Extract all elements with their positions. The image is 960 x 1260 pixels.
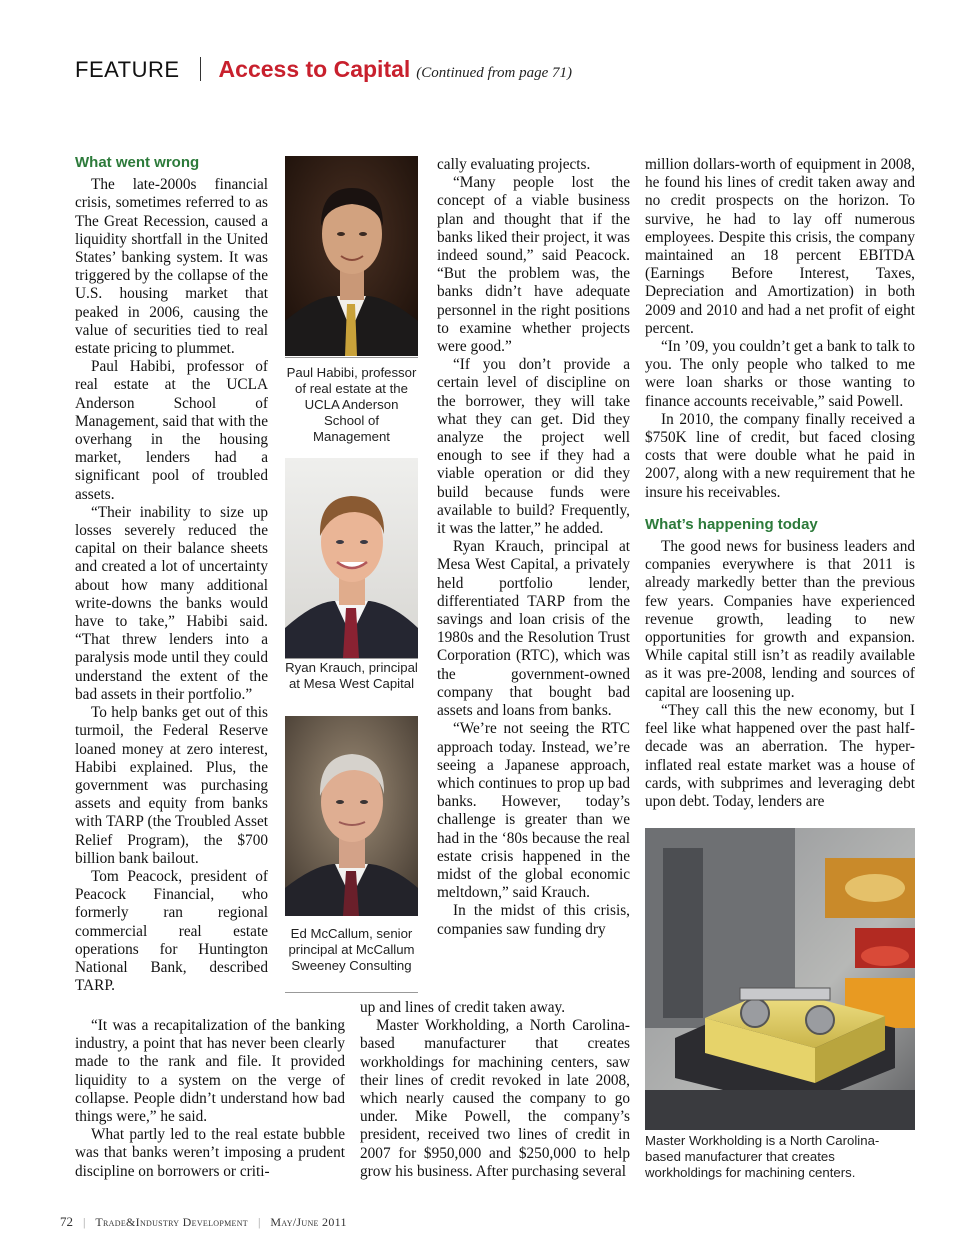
section-label: FEATURE — [75, 57, 180, 82]
column-2-wide — [360, 999, 630, 1181]
photo-ed-mccallum — [285, 716, 418, 916]
paragraph: Paul Habibi, professor of real estate at the UCLA Anderson School of Management, said that with the overhang in the housing market, lenders had a significant pool of troubled assets. — [75, 358, 268, 503]
paragraph: In the midst of this crisis, companies saw funding dry — [437, 902, 630, 938]
paragraph: In 2010, the company finally received a $750K line of credit, but faced closing costs that were double what he paid in 2007, along with a new requirement that he insure his receivables. — [645, 410, 915, 501]
paragraph: What partly led to the real estate bubble was that banks weren’t imposing a prudent discipline on borrowers or criti- — [75, 1126, 345, 1180]
photo-caption: Paul Habibi, professor of real estate at the UCLA Anderson School of Management — [286, 365, 417, 444]
paragraph: “In ’09, you couldn’t get a bank to talk to you. The only people who talked to me were loan sharks or those wanting to finance accounts receivable,” said Powell. — [645, 338, 915, 410]
caption-rule — [285, 357, 418, 358]
magazine-name: Trade&Industry Development — [95, 1215, 248, 1229]
continued-note: (Continued from page 71) — [416, 65, 572, 81]
page-footer — [60, 1214, 347, 1230]
photo-caption: Ed McCallum, senior principal at McCallum Sweeney Consulting — [288, 926, 415, 973]
column-1 — [75, 154, 268, 995]
paragraph: Master Workholding, a North Carolina-based manufacturer that creates workholdings for machining centers, saw their lines of credit revoked in late 2008, which nearly caused the company to go under. Mike Powell, the company’s president, received two lines of credit in 2007 for $950,000 and $250,000 to help grow his business. After purchasing several — [360, 1017, 630, 1180]
page-number: 72 — [60, 1214, 73, 1229]
paragraph: Tom Peacock, president of Peacock Financial, who formerly ran regional commercial real estate operations for Huntington National Bank, described TARP. — [75, 867, 268, 995]
column-3 — [645, 156, 915, 811]
column-1-wide — [75, 1017, 345, 1181]
paragraph: The good news for business leaders and companies everywhere is that 2011 is already markedly better than the previous few years. Companies have experienced revenue growth, leading to new opportunities for growth and expansion. While capital still isn’t as readily available as it was pre-2008, lending and sources of capital are loosening up. — [645, 538, 915, 701]
paragraph: “Their inability to size up losses severely reduced the capital on their balance sheets and created a lot of uncertainty about how many additional write-downs the banks would have to take,” Habibi said. “That threw lenders into a paralysis mode until they could understand the extent of the bad assets in their portfolio.” — [75, 503, 268, 703]
photo-caption: Ryan Krauch, principal at Mesa West Capital — [285, 660, 418, 691]
photo-ryan-krauch — [285, 458, 418, 658]
issue-date: May/June 2011 — [270, 1215, 347, 1229]
column-2 — [437, 156, 630, 939]
caption-rule — [285, 992, 418, 993]
photo-workholding-machine — [645, 828, 915, 1130]
paragraph: “Many people lost the concept of a viable business plan and thought that if the banks liked their project, it was indeed sound,” said Peacock. “But the problem was, the banks didn’t have adequate personnel in the right positions to examine whether projects were good.” — [437, 174, 630, 356]
header-divider — [200, 57, 201, 81]
paragraph: “If you don’t provide a certain level of discipline on the borrower, they will take what they can get. Did they analyze the project well enough to see if they had a viable operation or did they build because funds were available to build? Frequently, it was the latter,” he added. — [437, 356, 630, 538]
subheading-what-went-wrong: What went wrong — [75, 154, 200, 171]
caption-rule — [285, 658, 418, 659]
footer-divider: | — [83, 1215, 86, 1229]
page-header — [75, 56, 572, 88]
paragraph: million dollars-worth of equipment in 2008, he found his lines of credit taken away and no credit prospects on the horizon. To survive, he had to lay off numerous employees. Despite this crisis, the company maintained an 18 percent EBITDA (Earnings Before Interest, Taxes, Depreciation and Amortization) in both 2009 and 2010 and had a net profit of eight percent. — [645, 156, 915, 337]
paragraph: “They call this the new economy, but I feel like what happened over the past half-decade was an aberration. The hyper-inflated real estate market was a house of cards, with subprimes and leveraging debt upon debt. Today, lenders are — [645, 701, 915, 810]
paragraph: Ryan Krauch, principal at Mesa West Capital, a privately held portfolio lender, differentiated TARP from the savings and loan crisis of the 1980s and the Resolution Trust Corporation (RTC), which was the government-owned company that bought bad assets and loans from banks. — [437, 538, 630, 720]
paragraph: cally evaluating projects. — [437, 156, 591, 173]
paragraph: To help banks get out of this turmoil, the Federal Reserve loaned money at zero interest, Habibi explained. Plus, the government was purchasing assets and equity from banks with TARP (the Troubled Asset Relief Program), the $700 billion bank bailout. — [75, 704, 268, 867]
photo-paul-habibi — [285, 156, 418, 356]
photo-caption: Master Workholding is a North Carolina-based manufacturer that creates workholdings for machining centers. — [645, 1133, 880, 1180]
subheading-whats-happening-today: What’s happening today — [645, 515, 818, 533]
paragraph: up and lines of credit taken away. — [360, 999, 566, 1016]
footer-divider: | — [257, 1215, 261, 1229]
paragraph: “We’re not seeing the RTC approach today. Instead, we’re seeing a Japanese approach, which continues to prop up bad banks. However, today’s challenge is greater than we had in the ‘80s because the real estate crisis happened in the midst of the global economic meltdown,” said Krauch. — [437, 720, 630, 902]
paragraph: “It was a recapitalization of the banking industry, a point that has never been clearly made to the rank and file. It provided liquidity to a system on the verge of collapse. People didn’t understand how bad things were,” he said. — [75, 1017, 345, 1126]
article-title: Access to Capital — [218, 56, 411, 82]
paragraph: The late-2000s financial crisis, sometimes referred to as The Great Recession, caused a liquidity shortfall in the United States’ banking system. It was triggered by the collapse of the U.S. housing market that peaked in 2006, causing the value of securities tied to real estate pricing to plummet. — [75, 176, 268, 358]
